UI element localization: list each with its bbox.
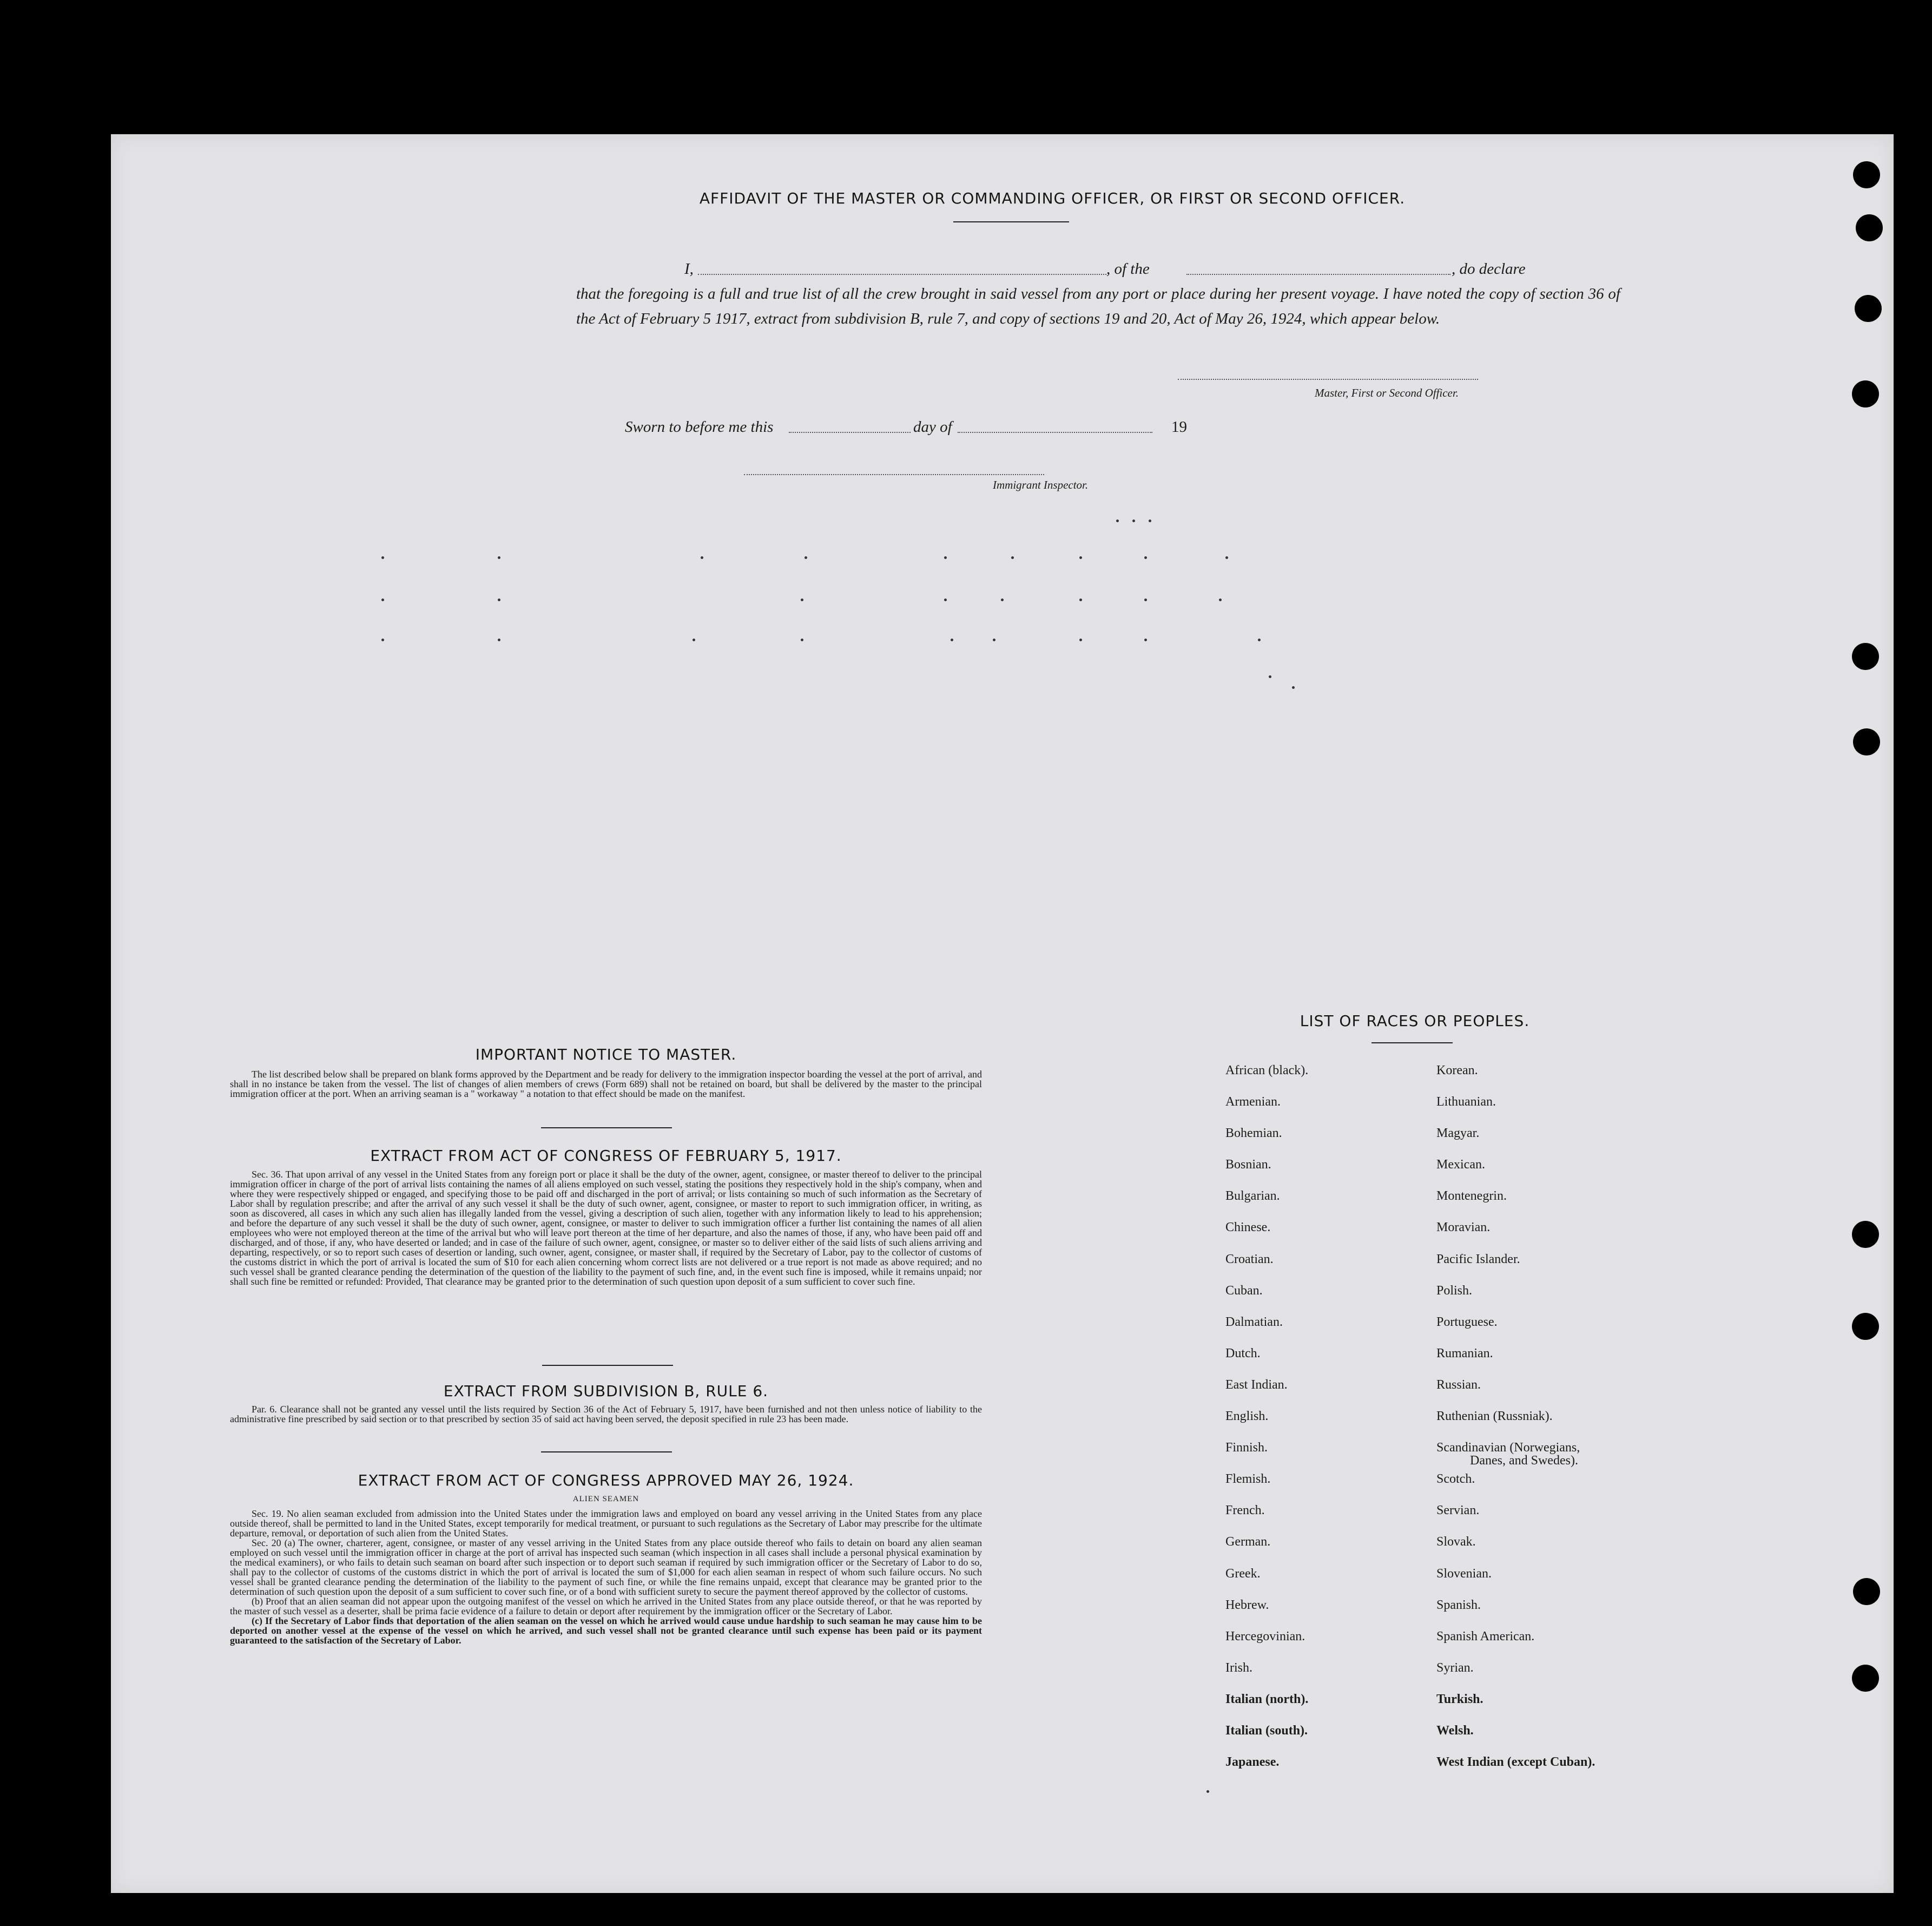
race-item: Pacific Islander. — [1436, 1252, 1520, 1266]
race-item: Dalmatian. — [1225, 1314, 1283, 1329]
punch-hole-icon — [1853, 728, 1880, 755]
speck — [693, 639, 695, 641]
extract-1924-sec19: Sec. 19. No alien seaman excluded from admission into the United States under the immigration laws and employed on board any vessel arriving in the United States from any place outside thereof, shall be permitted to land in the United States, except temporarily for medical treatment, or pursuant to such regulations as the Secretary of Labor may prescribe for the ultimate departure, removal, or deportation of such alien from the United States. — [230, 1508, 982, 1539]
master-name-field[interactable] — [698, 274, 1106, 275]
speck — [1219, 599, 1222, 601]
speck — [993, 639, 995, 641]
race-item: Chinese. — [1225, 1220, 1271, 1235]
speck — [1144, 556, 1147, 559]
section-rule — [541, 1451, 672, 1452]
race-item: Scotch. — [1436, 1472, 1475, 1487]
race-item: Welsh. — [1436, 1723, 1474, 1738]
race-item: Moravian. — [1436, 1220, 1491, 1235]
speck — [1079, 639, 1082, 641]
race-item: Italian (north). — [1225, 1692, 1309, 1706]
speck — [801, 599, 803, 601]
race-item: Bulgarian. — [1225, 1189, 1280, 1204]
race-item: Croatian. — [1225, 1252, 1274, 1266]
race-item: Japanese. — [1225, 1755, 1280, 1770]
extract-1917-section — [230, 1169, 982, 1286]
speck — [1116, 520, 1119, 522]
race-scandinavian-cont: Danes, and Swedes). — [1470, 1454, 1578, 1468]
race-item: Bohemian. — [1225, 1126, 1282, 1141]
punch-hole-icon — [1855, 295, 1882, 322]
master-signature-line[interactable] — [1178, 379, 1478, 380]
speck — [1269, 675, 1271, 678]
extract-1924-heading: EXTRACT FROM ACT OF CONGRESS APPROVED MAY 26, 1924. — [358, 1471, 854, 1489]
race-item: Portuguese. — [1436, 1314, 1498, 1329]
races-right-column — [1436, 1064, 1669, 1787]
race-scandinavian: Scandinavian (Norwegians, — [1436, 1441, 1580, 1455]
race-item — [1436, 1441, 1669, 1473]
race-item: Magyar. — [1436, 1126, 1480, 1141]
vessel-name-field[interactable] — [1186, 274, 1450, 275]
master-caption: Master, First or Second Officer. — [1315, 386, 1459, 399]
race-item: Spanish American. — [1436, 1629, 1535, 1644]
extract-rule6-body: Par. 6. Clearance shall not be granted any vessel until the lists required by Section 36 of the Act of February 5, 1917, have been furnished and not then unless notice of liability to the administrative fine prescribed by said section or to that prescribed by section 35 of said act having been served, the deposit specified in rule 23 has been made. — [230, 1404, 982, 1424]
race-item: Slovak. — [1436, 1535, 1476, 1549]
speck — [951, 639, 953, 641]
extract-rule6-heading: EXTRACT FROM SUBDIVISION B, RULE 6. — [443, 1382, 769, 1400]
notice-section — [230, 1069, 982, 1099]
race-item: Korean. — [1436, 1063, 1478, 1077]
race-item: German. — [1225, 1535, 1271, 1549]
sworn-day-of: day of — [913, 418, 952, 436]
affidavit-heading: AFFIDAVIT OF THE MASTER OR COMMANDING OFFICER, OR FIRST OR SECOND OFFICER. — [699, 189, 1406, 207]
extract-1924-section — [230, 1509, 982, 1645]
extract-rule6-section — [230, 1404, 982, 1424]
affidavit-body: that the foregoing is a full and true list of all the crew brought in said vessel from any port or place during her present voyage. I have noted the copy of section 36 of the Act of February 5 1917, extract from subdivision B, rule 7, and copy of sections 19 and 20, Act of May 26, 1924, which appear below. — [576, 285, 1620, 327]
race-item: African (black). — [1225, 1063, 1309, 1077]
speck — [801, 639, 803, 641]
race-item: Mexican. — [1436, 1158, 1485, 1172]
race-item: Hercegovinian. — [1225, 1629, 1305, 1644]
race-item: Italian (south). — [1225, 1723, 1308, 1738]
speck — [1225, 556, 1228, 559]
sworn-year: 19 — [1171, 418, 1187, 436]
sworn-prefix: Sworn to before me this — [625, 418, 774, 436]
speck — [1292, 686, 1295, 689]
punch-hole-icon — [1852, 1665, 1879, 1692]
speck — [805, 556, 807, 559]
extract-1917-body: Sec. 36. That upon arrival of any vessel in the United States from any foreign port or place it shall be the duty of the owner, agent, consignee, or master thereof to deliver to the principal immigration officer in charge of the port of arrival lists containing the names of all aliens employed on such vessel, stating the positions they respectively hold in the ship's company, when and where they were respectively shipped or engaged, and specifying those to be paid off and discharged in the port of arrival; or lists containing so much of such information as the Secretary of Labor shall by regulation prescribe; and after the arrival of any such vessel it shall be the duty of such owner, agent, consignee, or master to report to such immigration officer, in writing, as soon as discovered, all cases in which any such alien has illegally landed from the vessel, giving a description of such alien, together with any information likely to lead to his apprehension; and before the departure of any such vessel it shall be the duty of such owner, agent, consignee, or master to deliver to such immigration officer a further list containing the names of all alien employees who were not employed thereon at the time of the arrival but who will leave port thereon at the time of her departure, and also the names of those, if any, who have been paid off and discharged, and of those, if any, who have deserted or landed; and in case of the failure of such owner, agent, consignee, or master so to deliver either of the said lists of such aliens arriving and departing, respectively, or so to report such cases of desertion or landing, such owner, agent, consignee, or master shall, if required by the Secretary of Labor, pay to the collector of customs of the customs district in which the port of arrival is located the sum of $10 for each alien concerning whom correct lists are not delivered or a true report is not made as above required; and no such vessel shall be granted clearance pending the determination of the question of the liability to the payment of such fine, and, in the event such fine is imposed, while it remains unpaid; nor shall such fine be remitted or refunded: Provided, That clearance may be granted prior to the determination of such question upon deposit of a sum sufficient to cover such fine. — [230, 1169, 982, 1287]
document-page — [111, 134, 1894, 1893]
races-left-column — [1225, 1064, 1415, 1787]
punch-hole-icon — [1853, 1578, 1880, 1605]
speck — [381, 556, 384, 559]
race-item: Syrian. — [1436, 1660, 1474, 1675]
speck — [944, 599, 947, 601]
speck — [1206, 1790, 1209, 1793]
speck — [944, 556, 947, 559]
race-item: East Indian. — [1225, 1377, 1288, 1392]
sworn-day-field[interactable] — [789, 432, 911, 433]
speck — [498, 639, 500, 641]
race-item: Montenegrin. — [1436, 1189, 1507, 1204]
affidavit-line-1 — [576, 257, 1620, 281]
extract-1924-sec20b: (b) Proof that an alien seaman did not appear upon the outgoing manifest of the vessel on which he arrived in the United States from any place outside thereof, or that he was reported by the master of such vessel as a deserter, shall be prima facie evidence of a failure to detain or deport after requirement by the immigration officer or the Secretary of Labor. — [230, 1596, 982, 1616]
race-item: Rumanian. — [1436, 1346, 1493, 1360]
section-rule — [541, 1127, 672, 1128]
sworn-line — [576, 415, 1280, 439]
speck — [1079, 599, 1082, 601]
punch-hole-icon — [1852, 1221, 1879, 1248]
race-item: Lithuanian. — [1436, 1095, 1496, 1109]
races-heading-rule — [1371, 1042, 1453, 1043]
speck — [1258, 639, 1261, 641]
inspector-caption: Immigrant Inspector. — [993, 478, 1089, 491]
extract-1924-sec20a: Sec. 20 (a) The owner, charterer, agent, consignee, or master of any vessel arriving in the United States from any place outside thereof who fails to detain on board any alien seaman employed on such vessel until the immigration officer in charge at the port of arrival has inspected such seaman (which inspection in all cases shall include a personal physical examination by the medical examiners), or who fails to detain such seaman on board after such inspection or to deport such seaman if required by such immigration officer or the Secretary of Labor to do so, shall pay to the collector of customs of the customs district in which the port of arrival is located the sum of $1,000 for each alien seaman in respect of whom such failure occurs. No such vessel shall be granted clearance pending the determination of the liability to the payment of such fine, or while the fine remains unpaid, except that clearance may be granted prior to the determination of such question upon the deposit of a sum sufficient to cover such fine, or of a bond with sufficient surety to secure the payment thereof approved by the collector of customs. — [230, 1537, 982, 1597]
race-item: Greek. — [1225, 1566, 1261, 1581]
section-rule — [542, 1365, 673, 1366]
speck — [1144, 599, 1147, 601]
races-heading: LIST OF RACES OR PEOPLES. — [1300, 1012, 1530, 1030]
race-item: Ruthenian (Russniak). — [1436, 1409, 1553, 1424]
speck — [381, 639, 384, 641]
punch-hole-icon — [1852, 1313, 1879, 1340]
race-item: Polish. — [1436, 1283, 1473, 1298]
race-item: Turkish. — [1436, 1692, 1483, 1706]
speck — [381, 599, 384, 601]
notice-body: The list described below shall be prepared on blank forms approved by the Department and be ready for delivery to the immigration inspector boarding the vessel at the port of arrival, and shall in no instance be taken from the vessel. The list of changes of alien members of crews (Form 689) shall not be retained on board, but shall be delivered by the master to the principal immigration officer at the port. When an arriving seaman is a " workaway " a notation to that effect should be made on the manifest. — [230, 1069, 982, 1099]
race-item: West Indian (except Cuban). — [1436, 1755, 1595, 1770]
race-item: Finnish. — [1225, 1441, 1268, 1455]
extract-1917-heading: EXTRACT FROM ACT OF CONGRESS OF FEBRUARY 5, 1917. — [370, 1147, 842, 1165]
race-item: Irish. — [1225, 1660, 1252, 1675]
race-item: Flemish. — [1225, 1472, 1271, 1487]
speck — [1001, 599, 1004, 601]
punch-hole-icon — [1853, 161, 1880, 188]
race-item: Bosnian. — [1225, 1158, 1271, 1172]
speck — [1144, 639, 1147, 641]
race-item: Slovenian. — [1436, 1566, 1492, 1581]
race-item: Cuban. — [1225, 1283, 1263, 1298]
heading-rule — [953, 221, 1069, 222]
affidavit-of-the-label: , of the — [1106, 260, 1150, 278]
punch-hole-icon — [1856, 214, 1883, 241]
notice-heading: IMPORTANT NOTICE TO MASTER. — [475, 1046, 737, 1063]
alien-seamen-subheading: ALIEN SEAMEN — [572, 1495, 639, 1503]
race-item: Armenian. — [1225, 1095, 1281, 1109]
speck — [498, 599, 500, 601]
extract-1924-sec20c: (c) If the Secretary of Labor finds that deportation of the alien seaman on the vessel on which he arrived would cause undue hardship to such seaman he may cause him to be deported on another vessel at the expense of the vessel on which he arrived, and such vessel shall not be granted clearance until such expense has been paid or its payment guaranteed to the satisfaction of the Secretary of Labor. — [230, 1615, 982, 1646]
race-item: English. — [1225, 1409, 1269, 1424]
inspector-signature-line[interactable] — [744, 474, 1044, 475]
speck — [701, 556, 703, 559]
affidavit-declare-label: , do declare — [1452, 260, 1526, 278]
race-item: Hebrew. — [1225, 1598, 1269, 1612]
punch-hole-icon — [1852, 643, 1879, 670]
race-item: Servian. — [1436, 1503, 1480, 1518]
sworn-month-field[interactable] — [958, 432, 1152, 433]
speck — [1149, 520, 1151, 522]
race-item: French. — [1225, 1503, 1265, 1518]
speck — [1132, 520, 1135, 522]
race-item: Spanish. — [1436, 1598, 1481, 1612]
speck — [1011, 556, 1014, 559]
speck — [498, 556, 500, 559]
race-item: Dutch. — [1225, 1346, 1261, 1360]
affidavit-i-label: I, — [684, 260, 694, 278]
race-item: Russian. — [1436, 1377, 1481, 1392]
punch-hole-icon — [1852, 380, 1879, 407]
speck — [1079, 556, 1082, 559]
